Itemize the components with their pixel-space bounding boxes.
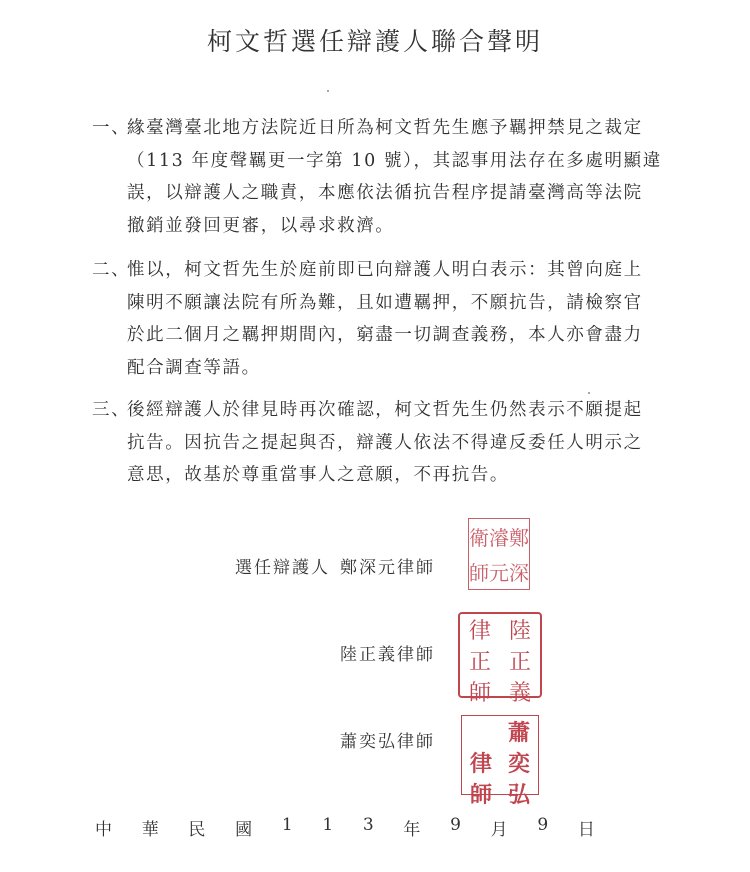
document-date xyxy=(95,815,595,840)
date-char: 年 xyxy=(403,820,421,840)
seal-char: 師 xyxy=(469,782,492,808)
paragraph-line: （113 年度聲羈更一字第 10 號），其認事用法存在多處明顯違 xyxy=(127,150,662,171)
date-char: 3 xyxy=(362,815,374,835)
date-char: 月 xyxy=(490,820,508,840)
paragraph-line: 誤，以辯護人之職責，本應依法循抗告程序提請臺灣高等法院 xyxy=(127,183,643,203)
signatory-role-label: 選任辯護人 xyxy=(235,558,330,578)
paragraph-marker: 三、 xyxy=(92,400,131,420)
paragraph-line: 後經辯護人於律見時再次確認，柯文哲先生仍然表示不願提起 xyxy=(127,400,643,420)
paragraph-line: 撤銷並發回更審，以尋求救濟。 xyxy=(127,215,395,236)
paragraph-line: 配合調查等語。 xyxy=(127,357,261,378)
document-title: 柯文哲選任辯護人聯合聲明 xyxy=(206,27,543,56)
seal-char: 深 xyxy=(509,561,529,585)
seal-char: 師 xyxy=(469,561,489,585)
signatory-name: 鄭深元律師 xyxy=(340,558,435,578)
paragraph-3 xyxy=(92,394,643,492)
seal-char: 正 xyxy=(468,650,491,675)
seal-char: 陸 xyxy=(508,619,531,644)
seal-stamp-lu xyxy=(458,612,542,706)
date-char: 國 xyxy=(235,820,253,840)
seal-char: 奕 xyxy=(507,751,530,777)
paragraph-line: 惟以，柯文哲先生於庭前即已向辯護人明白表示：其曾向庭上 xyxy=(127,260,643,280)
paragraph-line: 緣臺灣臺北地方法院近日所為柯文哲先生應予羈押禁見之裁定 xyxy=(127,118,643,138)
paragraph-line: 抗告。因抗告之提起與否，辯護人依法不得違反委任人明示之 xyxy=(127,432,643,453)
seal-char: 義 xyxy=(508,681,531,706)
seal-char: 師 xyxy=(468,681,491,706)
seal-char: 律 xyxy=(468,619,491,644)
date-char: 1 xyxy=(281,815,293,835)
paragraph-line: 陳明不願讓法院有所為難，且如遭羈押，不願抗告，請檢察官 xyxy=(127,292,643,313)
seal-char: 蕭 xyxy=(507,720,530,746)
seal-char: 鄭 xyxy=(509,526,529,550)
paragraph-marker: 二、 xyxy=(92,260,131,280)
seal-char: 衛 xyxy=(469,526,489,550)
date-char: 中 xyxy=(95,820,112,840)
signatory-name: 陸正義律師 xyxy=(340,645,435,665)
date-char: 1 xyxy=(322,815,334,835)
paragraph-1 xyxy=(92,112,662,242)
paragraph-line: 意思，故基於尊重當事人之意願，不再抗告。 xyxy=(127,465,509,485)
seal-char xyxy=(462,716,500,747)
seal-char: 元 xyxy=(489,561,509,585)
signatory-name: 蕭奕弘律師 xyxy=(340,732,435,752)
paragraph-2 xyxy=(92,254,643,384)
date-char: 9 xyxy=(450,815,461,835)
paragraph-line: 於此二個月之羈押期間內，窮盡一切調查義務，本人亦會盡力 xyxy=(127,325,643,345)
paragraph-marker: 一、 xyxy=(92,118,131,138)
seal-stamp-hsiao xyxy=(461,715,539,808)
seal-char: 弘 xyxy=(507,782,530,808)
date-char: 華 xyxy=(141,820,159,840)
scan-speck xyxy=(327,90,329,92)
seal-char: 濬 xyxy=(489,526,509,550)
date-char: 日 xyxy=(577,820,595,840)
seal-stamp-cheng xyxy=(468,518,530,590)
seal-char: 正 xyxy=(508,650,531,675)
seal-char: 律 xyxy=(469,751,492,777)
date-char: 民 xyxy=(188,820,206,840)
date-char: 9 xyxy=(537,815,549,835)
